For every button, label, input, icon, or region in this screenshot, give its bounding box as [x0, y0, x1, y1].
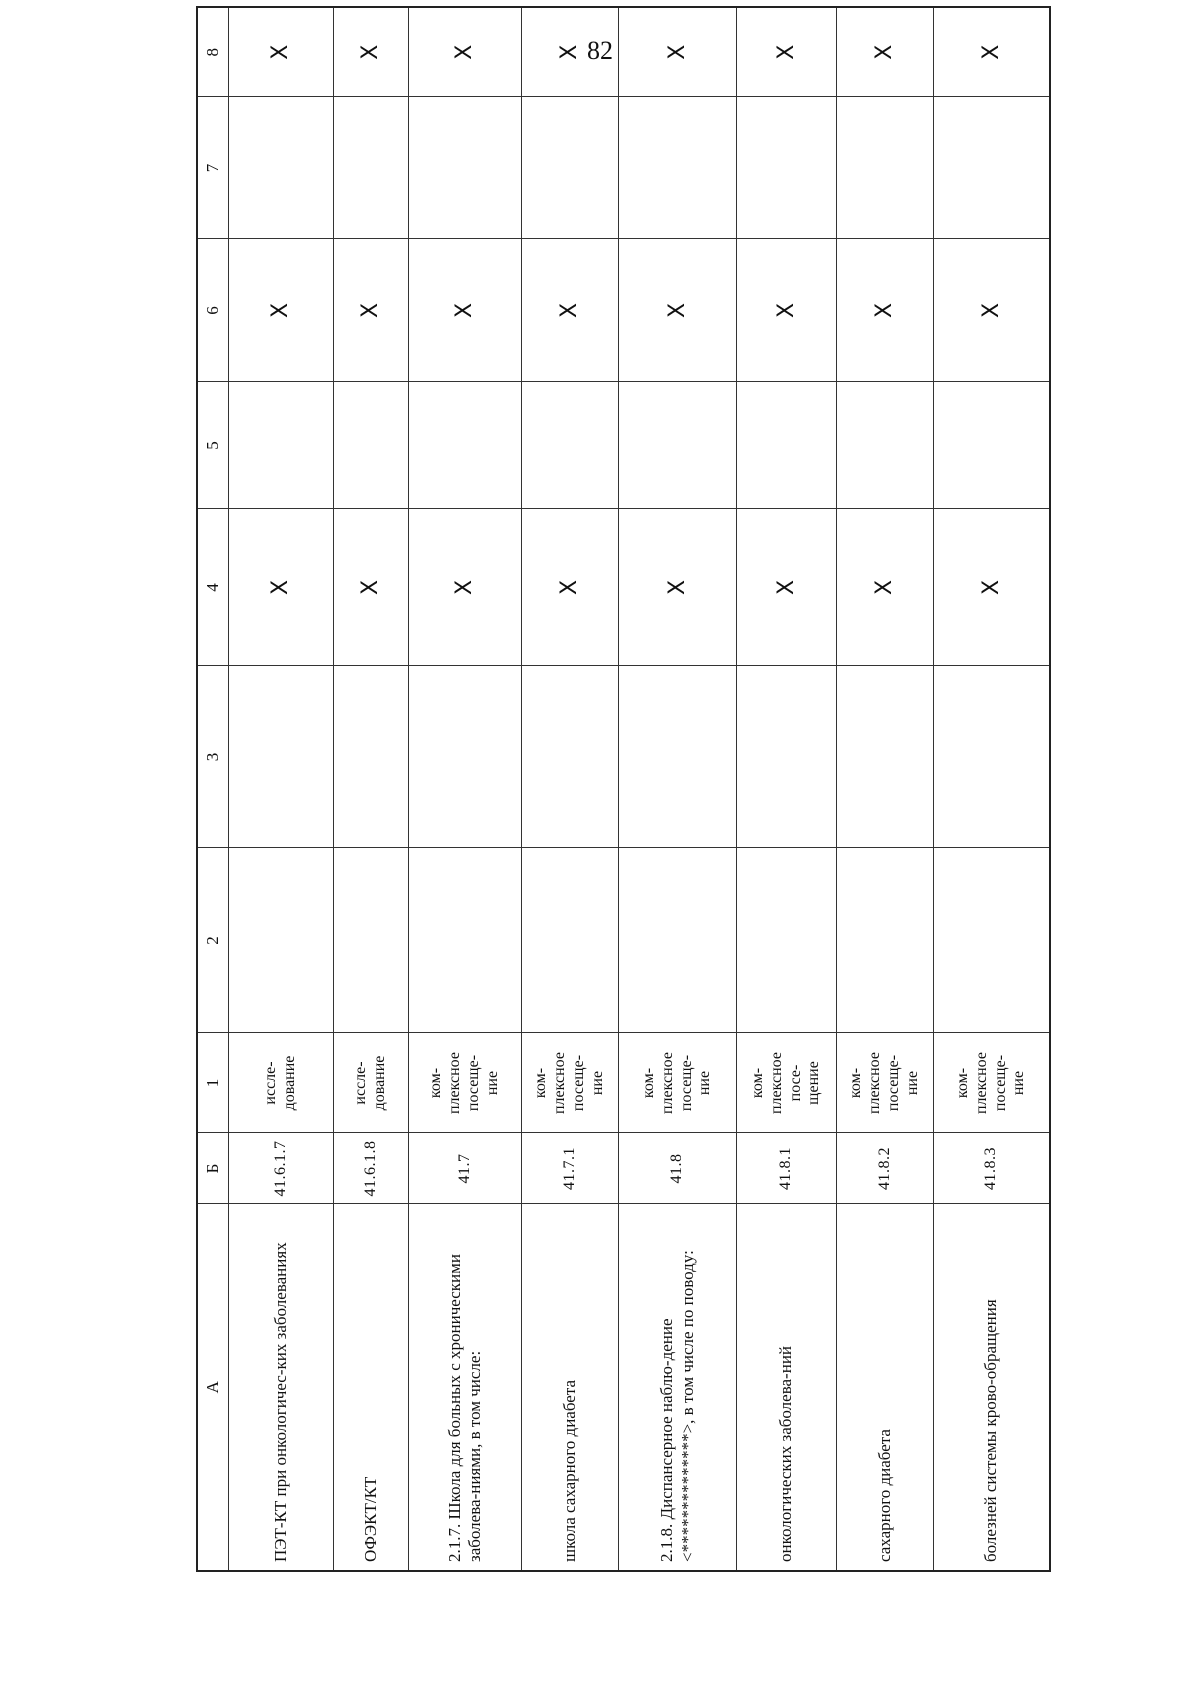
value-cell: [837, 382, 934, 509]
header-cell: 6: [197, 239, 229, 382]
value-cell: [619, 382, 737, 509]
unit-cell: ком- плексное посеще- ние: [934, 1033, 1051, 1133]
header-cell: 8: [197, 7, 229, 97]
data-table: [196, 6, 1051, 1572]
value-cell: X: [619, 239, 737, 382]
row-name-cell: ОФЭКТ/КТ: [334, 1204, 409, 1571]
value-cell: X: [334, 7, 409, 97]
table-row: [934, 7, 1051, 1571]
value-cell: [737, 666, 837, 848]
value-cell: [522, 382, 619, 509]
row-code-cell: 41.8.2: [837, 1133, 934, 1204]
value-cell: X: [934, 239, 1051, 382]
value-cell: [837, 666, 934, 848]
value-cell: [837, 848, 934, 1033]
value-cell: [737, 382, 837, 509]
value-cell: [334, 382, 409, 509]
value-cell: X: [837, 239, 934, 382]
value-cell: X: [409, 509, 522, 666]
header-cell: 1: [197, 1033, 229, 1133]
value-cell: [334, 97, 409, 239]
value-cell: [619, 666, 737, 848]
table-row: [619, 7, 737, 1571]
value-cell: [934, 848, 1051, 1033]
value-cell: X: [334, 509, 409, 666]
row-name-cell: 2.1.8. Диспансерное наблю-дение <**************>, в том числе по поводу:: [619, 1204, 737, 1571]
value-cell: [229, 848, 334, 1033]
value-cell: X: [619, 509, 737, 666]
row-name-cell: онкологических заболева-ний: [737, 1204, 837, 1571]
table-row: [837, 7, 934, 1571]
unit-cell: ком- плексное посеще- ние: [619, 1033, 737, 1133]
value-cell: [837, 97, 934, 239]
table-row: [522, 7, 619, 1571]
table-header-row: [197, 7, 229, 1571]
table-row: [737, 7, 837, 1571]
header-cell: А: [197, 1204, 229, 1571]
value-cell: [934, 97, 1051, 239]
value-cell: [737, 848, 837, 1033]
header-cell: 3: [197, 666, 229, 848]
value-cell: [409, 97, 522, 239]
table-row: [229, 7, 334, 1571]
value-cell: X: [409, 239, 522, 382]
value-cell: X: [837, 509, 934, 666]
value-cell: X: [522, 239, 619, 382]
row-name-cell: школа сахарного диабета: [522, 1204, 619, 1571]
unit-cell: иссле- дование: [334, 1033, 409, 1133]
value-cell: [409, 382, 522, 509]
header-cell: 5: [197, 382, 229, 509]
row-name-cell: сахарного диабета: [837, 1204, 934, 1571]
unit-cell: ком- плексное посеще- ние: [522, 1033, 619, 1133]
value-cell: X: [229, 239, 334, 382]
value-cell: [619, 97, 737, 239]
row-code-cell: 41.8.3: [934, 1133, 1051, 1204]
value-cell: [619, 848, 737, 1033]
value-cell: [229, 666, 334, 848]
value-cell: [522, 848, 619, 1033]
header-cell: Б: [197, 1133, 229, 1204]
header-cell: 2: [197, 848, 229, 1033]
value-cell: X: [837, 7, 934, 97]
value-cell: [409, 666, 522, 848]
value-cell: X: [334, 239, 409, 382]
value-cell: X: [737, 509, 837, 666]
value-cell: X: [229, 7, 334, 97]
row-code-cell: 41.8.1: [737, 1133, 837, 1204]
value-cell: [334, 666, 409, 848]
value-cell: X: [934, 509, 1051, 666]
value-cell: [229, 382, 334, 509]
header-cell: 7: [197, 97, 229, 239]
row-code-cell: 41.8: [619, 1133, 737, 1204]
value-cell: X: [934, 7, 1051, 97]
table-row: [334, 7, 409, 1571]
value-cell: [522, 666, 619, 848]
row-name-cell: 2.1.7. Школа для больных с хроническими заболева-ниями, в том числе:: [409, 1204, 522, 1571]
value-cell: [934, 382, 1051, 509]
row-name-cell: ПЭТ-КТ при онкологичес-ких заболеваниях: [229, 1204, 334, 1571]
value-cell: X: [619, 7, 737, 97]
value-cell: X: [737, 7, 837, 97]
table-row: [409, 7, 522, 1571]
unit-cell: ком- плексное посеще- ние: [837, 1033, 934, 1133]
page-number: 82: [587, 36, 613, 65]
value-cell: X: [409, 7, 522, 97]
unit-cell: ком- плексное посеще- ние: [409, 1033, 522, 1133]
value-cell: X: [229, 509, 334, 666]
unit-cell: ком- плексное посе- щение: [737, 1033, 837, 1133]
row-code-cell: 41.7: [409, 1133, 522, 1204]
value-cell: [737, 97, 837, 239]
value-cell: [409, 848, 522, 1033]
value-cell: X: [522, 509, 619, 666]
row-name-cell: болезней системы крово-обращения: [934, 1204, 1051, 1571]
value-cell: [334, 848, 409, 1033]
header-cell: 4: [197, 509, 229, 666]
row-code-cell: 41.6.1.7: [229, 1133, 334, 1204]
row-code-cell: 41.6.1.8: [334, 1133, 409, 1204]
value-cell: X: [522, 7, 619, 97]
row-code-cell: 41.7.1: [522, 1133, 619, 1204]
value-cell: X: [737, 239, 837, 382]
value-cell: [229, 97, 334, 239]
value-cell: [522, 97, 619, 239]
value-cell: [934, 666, 1051, 848]
rotated-table-container: [196, 44, 1051, 1572]
unit-cell: иссле- дование: [229, 1033, 334, 1133]
